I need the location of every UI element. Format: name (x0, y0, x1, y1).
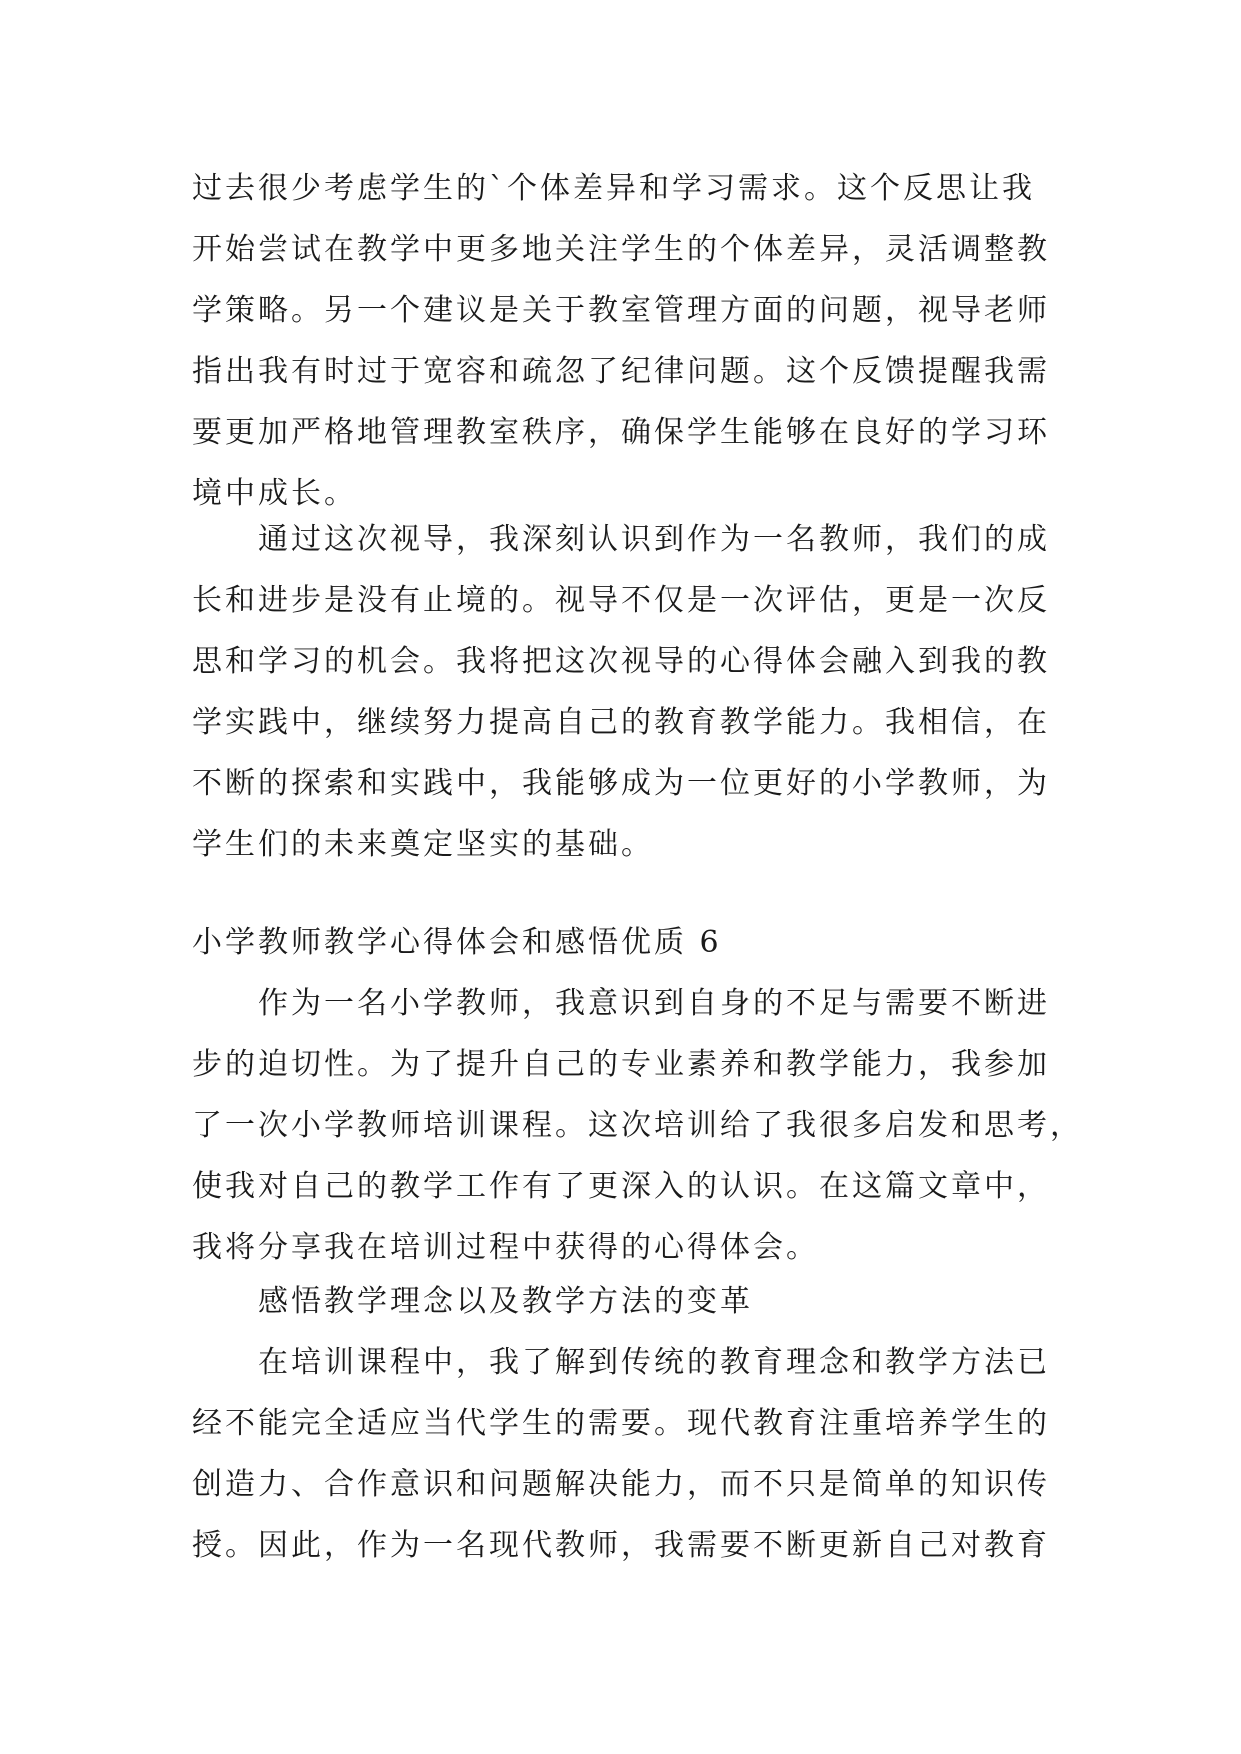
paragraph-line: 学实践中，继续努力提高自己的教育教学能力。我相信，在 (192, 705, 1050, 740)
paragraph-line: 境中成长。 (192, 476, 357, 511)
paragraph-line: 学策略。另一个建议是关于教室管理方面的问题，视导老师 (192, 293, 1050, 328)
paragraph-line: 通过这次视导，我深刻认识到作为一名教师，我们的成 (258, 522, 1050, 557)
paragraph-line: 使我对自己的教学工作有了更深入的认识。在这篇文章中， (192, 1169, 1050, 1204)
paragraph-4 (192, 1332, 1058, 1576)
subheading-text: 感悟教学理念以及教学方法的变革 (258, 1284, 753, 1319)
paragraph-line: 作为一名小学教师，我意识到自身的不足与需要不断进 (258, 986, 1050, 1021)
paragraph-line: 思和学习的机会。我将把这次视导的心得体会融入到我的教 (192, 644, 1050, 679)
paragraph-line: 长和进步是没有止境的。视导不仅是一次评估，更是一次反 (192, 583, 1050, 618)
section-heading (192, 912, 1058, 973)
paragraph-line: 经不能完全适应当代学生的需要。现代教育注重培养学生的 (192, 1406, 1050, 1441)
paragraph-line: 要更加严格地管理教室秩序，确保学生能够在良好的学习环 (192, 415, 1050, 450)
paragraph-line: 我将分享我在培训过程中获得的心得体会。 (192, 1230, 819, 1265)
subheading (192, 1271, 1058, 1332)
paragraph-line: 不断的探索和实践中，我能够成为一位更好的小学教师，为 (192, 766, 1050, 801)
paragraph-line: 开始尝试在教学中更多地关注学生的个体差异，灵活调整教 (192, 232, 1050, 267)
paragraph-3 (192, 973, 1083, 1278)
paragraph-2 (192, 509, 1058, 875)
paragraph-line: 授。因此，作为一名现代教师，我需要不断更新自己对教育 (192, 1528, 1050, 1563)
paragraph-line: 过去很少考虑学生的`个体差异和学习需求。这个反思让我 (192, 171, 1035, 206)
paragraph-line: 学生们的未来奠定坚实的基础。 (192, 827, 654, 862)
paragraph-line: 指出我有时过于宽容和疏忽了纪律问题。这个反馈提醒我需 (192, 354, 1050, 389)
paragraph-line: 在培训课程中，我了解到传统的教育理念和教学方法已 (258, 1345, 1050, 1380)
section-heading-text: 小学教师教学心得体会和感悟优质 6 (192, 925, 722, 960)
paragraph-line: 步的迫切性。为了提升自己的专业素养和教学能力，我参加 (192, 1047, 1050, 1082)
paragraph-line: 创造力、合作意识和问题解决能力，而不只是简单的知识传 (192, 1467, 1050, 1502)
paragraph-1 (192, 158, 1058, 524)
paragraph-line: 了一次小学教师培训课程。这次培训给了我很多启发和思考， (192, 1108, 1083, 1143)
